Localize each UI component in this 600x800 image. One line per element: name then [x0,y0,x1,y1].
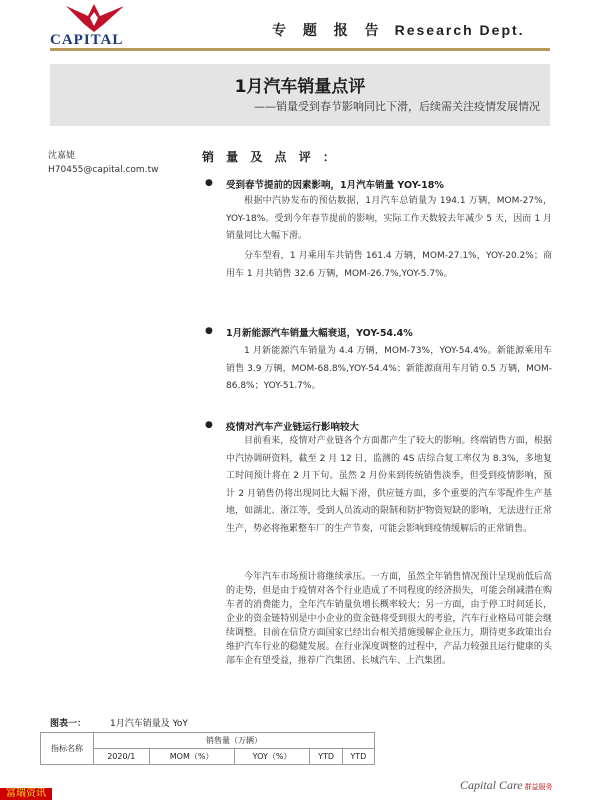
bullet-heading: 受到春节提前的因素影响，1月汽车销量 YOY-18% [226,180,444,191]
table-column-header: 2020/1 [94,749,150,765]
eagle-logo-icon [64,2,128,34]
figure-title: 1月汽车销量及 YoY [110,719,188,729]
header-title-en: Research Dept. [394,22,525,38]
footer-brand-en: Capital Care [460,778,523,792]
paragraph: 分车型看，1 月乘用车共销售 161.4 万辆，MOM-27.1%，YOY-20.2%；商用车 1 月共销售 32.6 万辆，MOM-26.7%,YOY-5.7%。 [226,251,552,279]
header-title [272,20,525,40]
author-name: 沈嘉婕 [48,151,76,161]
paragraph: 目前看来，疫情对产业链各个方面都产生了较大的影响。终端销售方面，根据中汽协调研资料，截至 2 月 12 日，监测的 4S 店综合复工率仅为 8.3%，多地复工时间预计将在 2 月下旬。虽然 2 月份来到传统销售淡季，但受到疫情影响，预计 2 月销售仍将出现同比大幅下滑，供应链方面，多个重要的汽车零配件生产基地，如湖北、浙江等，受到人员流动的限制和防护物资短缺的影响，无法进行正常生产，势必将拖累整车厂的生产节奏，可能会影响到疫情缓解后的正常销售。 [226,436,552,534]
report-title: 1月汽车销量点评 [234,77,366,97]
table-column-header: YOY（%） [234,749,310,765]
table-group-header: 销售量（万辆） [94,733,375,749]
figure-label: 图表一： [50,719,87,729]
header-divider [50,48,550,51]
bullet-heading: 疫情对汽车产业链运行影响较大 [226,422,360,433]
logo-text: CAPITAL [50,32,124,48]
table-row [41,733,375,749]
header-title-cn: 专 题 报 告 [272,23,385,39]
footer-brand-cn: 群益服务 [524,783,553,791]
bullet-icon: ● [205,420,213,430]
section-heading: 销 量 及 点 评 ： [202,150,339,164]
table-column-header: YTD [310,749,342,765]
paragraph: 根据中汽协发布的预估数据，1月汽车总销量为 194.1 万辆，MOM-27%，YOY-18%。受到今年春节提前的影响，实际工作天数较去年减少 5 天，因而 1 月销量同比大幅下滑。 [226,196,552,241]
paragraph: 今年汽车市场预计将继续承压。一方面，虽然全年销售情况预计呈现前低后高的走势，但是由于疫情对各个行业造成了不同程度的经济损失，可能会削减潜在购车者的消费能力，全年汽车销量负增长概率较大；另一方面，由于停工时间延长，企业的资金链特别是中小企业的资金链将受到很大的考验，汽车行业格局可能会继续调整。目前在信贷方面国家已经出台相关措施缓解企业压力，期待更多政策出台维护汽车行业的稳健发展。在行业深度调整的过程中，产品力较强且运行健康的头部车企有望受益，推荐广汽集团、长城汽车、上汽集团。 [226,572,552,666]
table-column-header: YTD [342,749,374,765]
paragraph: 1 月新能源汽车销量为 4.4 万辆，MOM-73%，YOY-54.4%。新能源乘用车销售 3.9 万辆，MOM-68.8%,YOY-54.4%；新能源商用车月销 0.5 万辆，MOM-86.8%；YOY-51.7%。 [226,346,552,391]
table-row-header: 指标名称 [41,733,94,765]
bullet-icon: ● [205,326,213,336]
bullet-icon: ● [205,178,213,188]
capital-logo [50,2,142,48]
footer-brand [460,778,553,793]
footer-watermark: 富瑞资讯 [0,788,52,800]
report-subtitle: ——销量受到春节影响同比下滑，后续需关注疫情发展情况 [254,100,540,113]
author-email[interactable]: H70455@capital.com.tw [48,165,159,175]
report-title-box [50,64,550,126]
bullet-heading: 1月新能源汽车销量大幅衰退，YOY-54.4% [226,328,413,339]
sales-table [40,732,375,765]
table-column-header: MOM（%） [149,749,234,765]
